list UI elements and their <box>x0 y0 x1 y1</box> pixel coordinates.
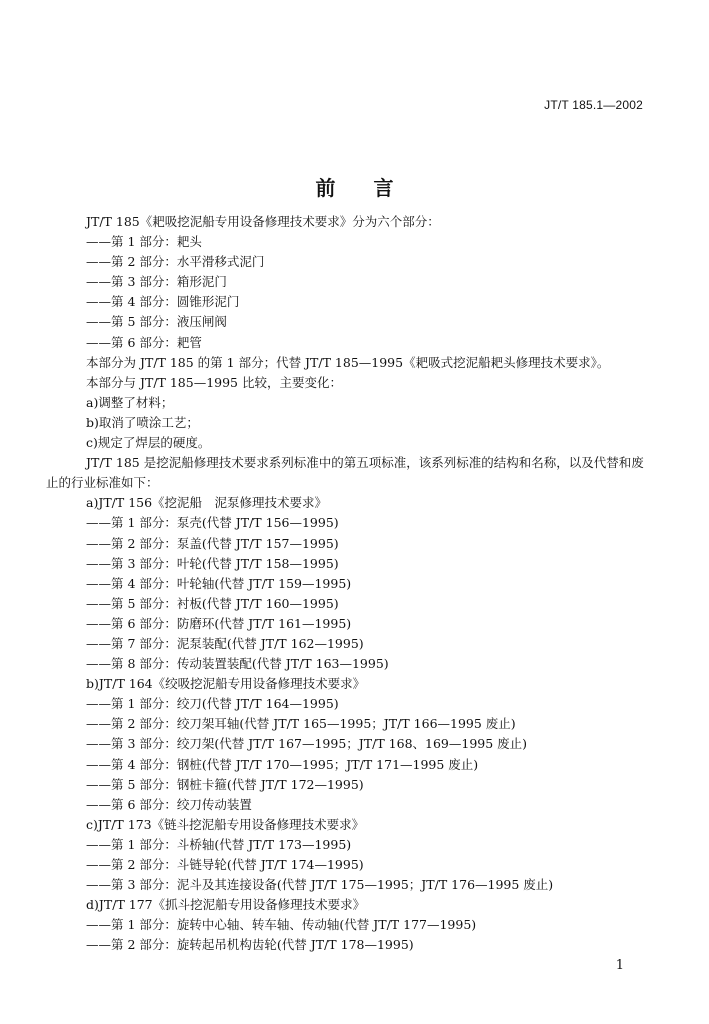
paragraph: JT/T 185《耙吸挖泥船专用设备修理技术要求》分为六个部分： <box>86 214 440 229</box>
list-item: ——第 5 部分：液压闸阀 <box>86 314 227 330</box>
document-body <box>46 212 656 955</box>
list-item: ——第 2 部分：绞刀架耳轴(代替 JT/T 165—1995；JT/T 166—1995 废止) <box>86 716 516 732</box>
list-item: ——第 8 部分：传动装置装配(代替 JT/T 163—1995) <box>86 656 389 672</box>
standard-code: JT/T 185.1—2002 <box>544 98 643 112</box>
list-item: c)规定了焊层的硬度。 <box>86 435 211 451</box>
paragraph: 本部分与 JT/T 185—1995 比较，主要变化： <box>86 374 342 390</box>
list-heading: a)JT/T 156《挖泥船 泥泵修理技术要求》 <box>86 495 328 511</box>
list-item: ——第 1 部分：旋转中心轴、转车轴、传动轴(代替 JT/T 177—1995) <box>86 917 477 933</box>
paragraph: 本部分为 JT/T 185 的第 1 部分；代替 JT/T 185—1995《耙吸式挖泥船耙头修理技术要求》。 <box>86 354 610 370</box>
list-item: ——第 4 部分：叶轮轴(代替 JT/T 159—1995) <box>86 575 352 591</box>
list-item: b)取消了喷涂工艺； <box>86 414 199 430</box>
list-heading: c)JT/T 173《链斗挖泥船专用设备修理技术要求》 <box>86 816 365 832</box>
list-item: ——第 2 部分：水平滑移式泥门 <box>86 254 265 270</box>
list-item: ——第 1 部分：斗桥轴(代替 JT/T 173—1995) <box>86 836 352 852</box>
list-item: ——第 7 部分：泥泵装配(代替 JT/T 162—1995) <box>86 635 364 651</box>
list-item: ——第 5 部分：钢桩卡箍(代替 JT/T 172—1995) <box>86 776 364 792</box>
list-item: ——第 2 部分：旋转起吊机构齿轮(代替 JT/T 178—1995) <box>86 937 414 953</box>
list-heading: b)JT/T 164《绞吸挖泥船专用设备修理技术要求》 <box>86 676 366 692</box>
list-item: ——第 3 部分：叶轮(代替 JT/T 158—1995) <box>86 555 339 571</box>
list-item: a)调整了材料； <box>86 394 174 410</box>
list-item: ——第 4 部分：钢桩(代替 JT/T 170—1995；JT/T 171—1995 废止) <box>86 756 479 772</box>
list-item: ——第 3 部分：泥斗及其连接设备(代替 JT/T 175—1995；JT/T 176—1995 废止) <box>86 877 554 893</box>
paragraph: JT/T 185 是挖泥船修理技术要求系列标准中的第五项标准，该系列标准的结构和名称，以及代替和废止的行业标准如下： <box>46 455 644 491</box>
list-item: ——第 4 部分：圆锥形泥门 <box>86 294 240 310</box>
list-item: ——第 3 部分：箱形泥门 <box>86 274 227 290</box>
list-item: ——第 1 部分：泵壳(代替 JT/T 156—1995) <box>86 515 339 531</box>
list-heading: d)JT/T 177《抓斗挖泥船专用设备修理技术要求》 <box>86 897 366 913</box>
list-item: ——第 2 部分：泵盖(代替 JT/T 157—1995) <box>86 535 339 551</box>
list-item: ——第 6 部分：耙管 <box>86 334 202 350</box>
list-item: ——第 1 部分：耙头 <box>86 234 202 250</box>
list-item: ——第 6 部分：绞刀传动装置 <box>86 796 252 812</box>
list-item: ——第 6 部分：防磨环(代替 JT/T 161—1995) <box>86 615 352 631</box>
page-number: 1 <box>615 958 624 973</box>
list-item: ——第 1 部分：绞刀(代替 JT/T 164—1995) <box>86 696 339 712</box>
list-item: ——第 3 部分：绞刀架(代替 JT/T 167—1995；JT/T 168、169—1995 废止) <box>86 736 528 752</box>
list-item: ——第 5 部分：衬板(代替 JT/T 160—1995) <box>86 595 339 611</box>
list-item: ——第 2 部分：斗链导轮(代替 JT/T 174—1995) <box>86 857 364 872</box>
page-title: 前言 <box>315 176 432 200</box>
